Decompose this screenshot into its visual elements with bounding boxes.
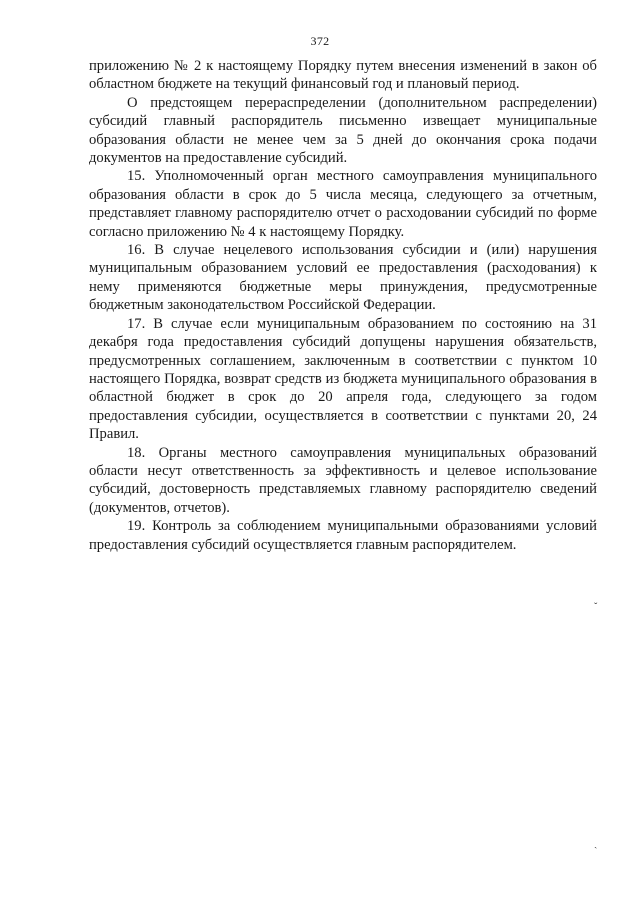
paragraph-continuation: приложению № 2 к настоящему Порядку путем внесения изменений в закон об областном бюджете на текущий финансовый год и плановый период.: [89, 58, 597, 93]
document-body: [89, 57, 597, 554]
paragraph-15: 15. Уполномоченный орган местного самоуправления муниципального образования области в срок до 5 числа месяца, следующего за отчетным, представляет главному распорядителю отчет о расходовании субсидий по форме согласно приложению № 4 к настоящему Порядку.: [89, 168, 597, 240]
paragraph-16: 16. В случае нецелевого использования субсидии и (или) нарушения муниципальным образованием условий ее предоставления (расходования) к нему применяются бюджетные меры принуждения, предусмотренные бюджетным законодательством Российской Федерации.: [89, 242, 597, 314]
paragraph-18: 18. Органы местного самоуправления муниципальных образований области несут ответственность за эффективность и целевое использование субсидий, достоверность представляемых главному распорядителю сведений (документов, отчетов).: [89, 444, 597, 516]
paragraph-redistribution-notice: О предстоящем перераспределении (дополнительном распределении) субсидий главный распорядитель письменно извещает муниципальные образования области не менее чем за 5 дней до окончания срока подачи документов на предоставление субсидий.: [89, 94, 597, 167]
scan-mark: ˇ: [594, 602, 598, 613]
paragraph-19: 19. Контроль за соблюдением муниципальными образованиями условий предоставления субсидий осуществляется главным распорядителем.: [89, 518, 597, 553]
page-number: 372: [310, 34, 330, 48]
scan-mark: ˏ: [594, 838, 598, 849]
paragraph-17: 17. В случае если муниципальным образованием по состоянию на 31 декабря года предоставления субсидий допущены нарушения обязательств, предусмотренных соглашением, заключенным в соответствии с пунктом 10 настоящего Порядка, возврат средств из бюджета муниципального образования в областной бюджет в срок до 20 апреля года, следующего за годом предоставления субсидии, осуществляется в соответствии с пунктами 20, 24 Правил.: [89, 315, 597, 443]
